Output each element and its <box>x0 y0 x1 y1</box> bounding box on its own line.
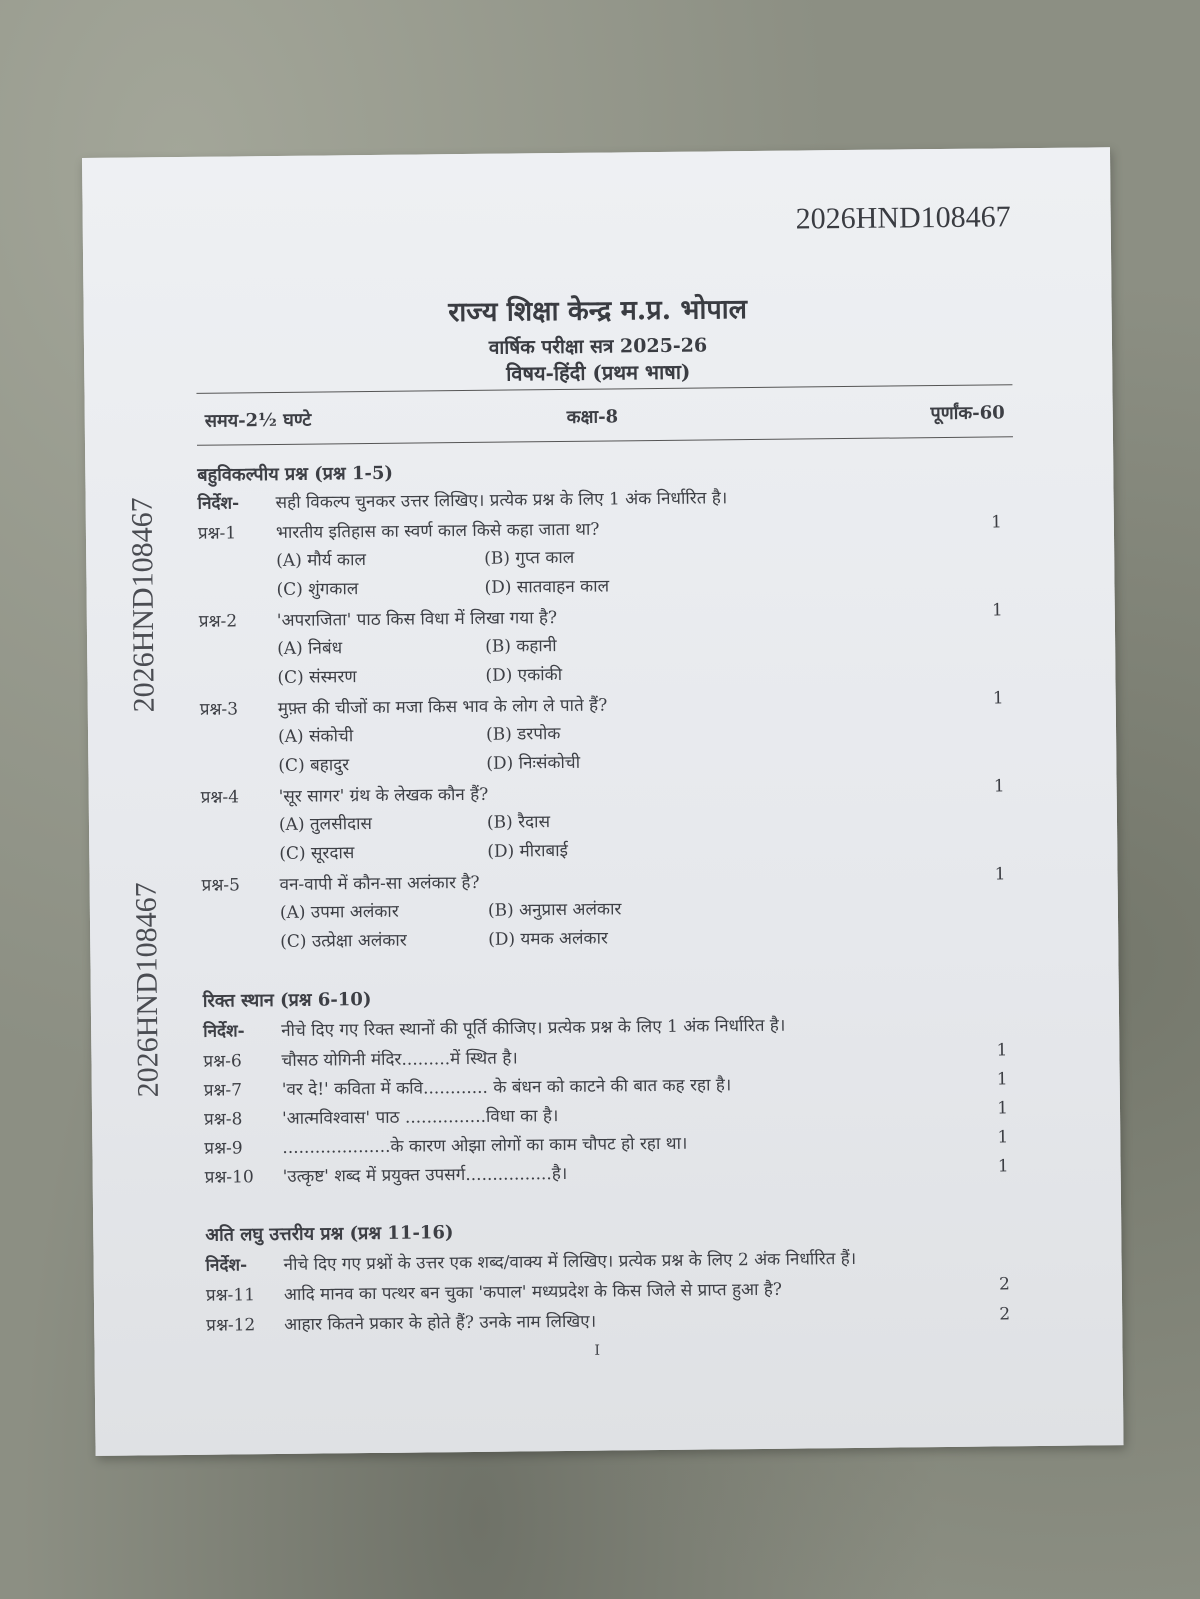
question-label: प्रश्न-9 <box>204 1138 243 1159</box>
directive-text: सही विकल्प चुनकर उत्तर लिखिए। प्रत्येक प्रश्न के लिए 1 अंक निर्धारित है। <box>275 488 728 513</box>
question-row <box>206 1274 1010 1308</box>
option-a: (A) संकोची <box>277 726 354 747</box>
exam-paper <box>82 147 1124 1456</box>
option-c: (C) शुंगकाल <box>276 579 359 600</box>
question-row <box>201 864 1005 898</box>
directive-text: नीचे दिए गए रिक्त स्थानों की पूर्ति कीजिए। प्रत्येक प्रश्न के लिए 1 अंक निर्धारित है। <box>281 1015 786 1041</box>
question-marks: 1 <box>997 1127 1009 1148</box>
question-text: 'वर दे!' कविता में कवि............ के बंधन को काटने की बात कह रहा है। <box>281 1075 732 1100</box>
question-marks: 1 <box>997 1098 1009 1119</box>
question-text: 'सूर सागर' ग्रंथ के लेखक कौन हैं? <box>278 784 489 807</box>
question-text: भारतीय इतिहास का स्वर्ण काल किसे कहा जाता था? <box>275 519 600 543</box>
question-row <box>205 1156 1009 1190</box>
option-d: (D) निःसंकोची <box>486 752 581 774</box>
directive-label: निर्देश- <box>197 493 240 514</box>
option-b: (B) रैदास <box>486 812 551 833</box>
org-title: राज्य शिक्षा केन्द्र म.प्र. भोपाल <box>448 294 748 329</box>
class-label: कक्षा-8 <box>566 406 619 428</box>
question-label: प्रश्न-5 <box>201 875 240 896</box>
section-title: रिक्त स्थान (प्रश्न 6-10) <box>202 989 372 1012</box>
question-text: 'अपराजिता' पाठ किस विधा में लिखा गया है? <box>276 608 558 631</box>
option-c: (C) संस्मरण <box>277 667 357 688</box>
question-text: 'उत्कृष्ट' शब्द में प्रयुक्त उपसर्ग................है। <box>282 1163 568 1187</box>
option-a: (A) उपमा अलंकार <box>279 901 399 923</box>
option-d: (D) मीराबाई <box>487 840 569 862</box>
subject-title: विषय-हिंदी (प्रथम भाषा) <box>505 359 691 386</box>
question-marks: 1 <box>990 512 1002 533</box>
page-number: I <box>594 1342 601 1359</box>
option-b: (B) कहानी <box>485 636 557 657</box>
serial-number: 2026HND108467 <box>795 200 1011 236</box>
question-marks: 2 <box>999 1304 1011 1325</box>
divider <box>197 436 1013 446</box>
question-label: प्रश्न-2 <box>198 611 238 632</box>
section-title: अति लघु उत्तरीय प्रश्न (प्रश्न 11-16) <box>205 1222 454 1246</box>
option-d: (D) एकांकी <box>485 665 563 686</box>
section-title: बहुविकल्पीय प्रश्न (प्रश्न 1-5) <box>197 462 394 486</box>
question-text: आदि मानव का पत्थर बन चुका 'कपाल' मध्यप्रदेश के किस जिले से प्राप्त हुआ है? <box>283 1279 783 1305</box>
question-label: प्रश्न-8 <box>203 1109 243 1130</box>
directive <box>197 482 1001 516</box>
question-marks: 1 <box>992 688 1004 709</box>
question-text: वन-वापी में कौन-सा अलंकार है? <box>279 872 480 895</box>
time-label: समय-2½ घण्टे <box>204 409 312 432</box>
question-label: प्रश्न-7 <box>203 1080 243 1101</box>
question-marks: 1 <box>994 864 1006 885</box>
question-marks: 1 <box>996 1069 1008 1090</box>
question-row <box>200 688 1004 722</box>
directive <box>203 1010 1007 1044</box>
option-c: (C) बहादुर <box>278 755 350 776</box>
option-d: (D) सातवाहन काल <box>484 576 610 598</box>
question-row <box>206 1304 1010 1338</box>
question-marks: 1 <box>991 600 1003 621</box>
question-row <box>203 1040 1007 1074</box>
question-label: प्रश्न-10 <box>204 1167 254 1188</box>
directive-label: निर्देश- <box>205 1255 248 1276</box>
question-text: ....................के कारण ओझा लोगों का काम चौपट हो रहा था। <box>282 1133 688 1158</box>
option-d: (D) यमक अलंकार <box>488 928 609 950</box>
option-a: (A) मौर्य काल <box>276 550 367 571</box>
exam-title: वार्षिक परीक्षा सत्र 2025-26 <box>488 334 708 359</box>
question-marks: 1 <box>993 776 1005 797</box>
max-marks-label: पूर्णांक-60 <box>930 402 1005 425</box>
question-label: प्रश्न-4 <box>200 787 240 808</box>
directive-text: नीचे दिए गए प्रश्नों के उत्तर एक शब्द/वाक्य में लिखिए। प्रत्येक प्रश्न के लिए 2 अंक निर्धारित हैं। <box>283 1248 857 1275</box>
option-b: (B) अनुप्रास अलंकार <box>487 899 622 921</box>
question-label: प्रश्न-12 <box>206 1315 256 1336</box>
side-serial-number: 2026HND108467 <box>125 497 161 713</box>
question-marks: 1 <box>996 1040 1008 1061</box>
question-row <box>201 776 1005 810</box>
question-text: आहार कितने प्रकार के होते हैं? उनके नाम लिखिए। <box>284 1311 597 1335</box>
option-b: (B) डरपोक <box>485 724 561 745</box>
question-label: प्रश्न-1 <box>197 523 237 544</box>
option-c: (C) सूरदास <box>279 843 355 864</box>
option-b: (B) गुप्त काल <box>484 547 575 569</box>
question-text: 'आत्मविश्वास' पाठ ...............विधा का है। <box>281 1106 559 1129</box>
question-row <box>199 600 1003 634</box>
directive-label: निर्देश- <box>203 1021 245 1042</box>
question-text: चौसठ योगिनी मंदिर.........में स्थित है। <box>281 1048 518 1071</box>
question-marks: 1 <box>997 1156 1009 1177</box>
option-a: (A) निबंध <box>277 638 343 659</box>
option-c: (C) उत्प्रेक्षा अलंकार <box>280 930 407 952</box>
question-marks: 2 <box>998 1274 1010 1295</box>
question-label: प्रश्न-11 <box>205 1285 256 1306</box>
question-label: प्रश्न-6 <box>203 1051 242 1072</box>
directive <box>205 1244 1009 1278</box>
question-label: प्रश्न-3 <box>199 699 239 720</box>
side-serial-number: 2026HND108467 <box>129 882 165 1098</box>
question-text: मुफ़्त की चीजों का मजा किस भाव के लोग ले पाते हैं? <box>277 695 608 719</box>
question-row <box>198 512 1002 546</box>
option-a: (A) तुलसीदास <box>278 814 373 835</box>
